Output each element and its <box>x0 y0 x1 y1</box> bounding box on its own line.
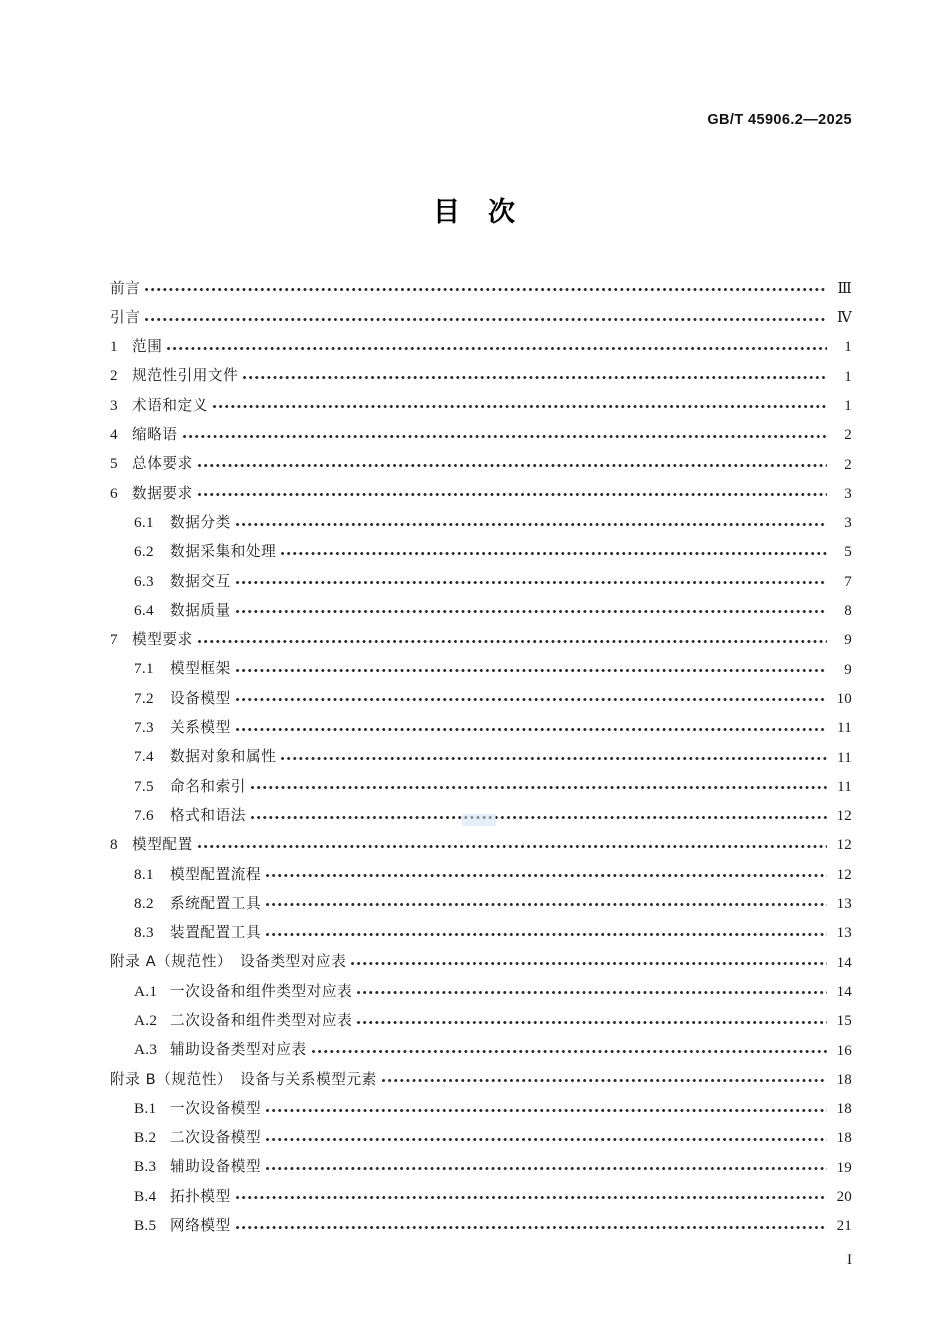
toc-leader-dots <box>236 664 827 674</box>
toc-entry-text: 一次设备和组件类型对应表 <box>170 982 353 1000</box>
toc-entry-label <box>134 1130 261 1147</box>
toc-entry-label <box>134 661 231 678</box>
toc-leader-dots <box>198 459 827 469</box>
toc-entry-page-number: 11 <box>837 720 852 737</box>
toc-entry[interactable] <box>110 297 852 326</box>
toc-leader-dots <box>236 606 827 616</box>
toc-entry[interactable] <box>110 1059 852 1088</box>
toc-entry-page-number: 13 <box>836 896 852 913</box>
toc-entry-number: 8 <box>110 836 118 854</box>
toc-entry-page-number: 12 <box>836 866 852 883</box>
toc-entry-page-number: 2 <box>844 427 852 444</box>
toc-entry-text: 系统配置工具 <box>170 894 262 912</box>
toc-entry-number: 5 <box>110 455 118 473</box>
toc-entry-number: 6 <box>110 484 118 502</box>
toc-entry-page-number: 20 <box>836 1189 852 1205</box>
toc-entry-text: 数据要求 <box>132 484 193 502</box>
toc-entry-text: 辅助设备类型对应表 <box>170 1041 307 1059</box>
page-folio: I <box>847 1252 852 1268</box>
toc-entry-number: 7.6 <box>134 806 154 824</box>
toc-entry[interactable] <box>110 737 852 766</box>
standard-number-header: GB/T 45906.2—2025 <box>707 112 852 128</box>
toc-entry[interactable] <box>110 1118 852 1147</box>
toc-entry-text: 数据质量 <box>170 601 231 619</box>
toc-leader-dots <box>312 1045 827 1055</box>
toc-entry-label <box>110 456 193 473</box>
toc-entry-label <box>110 368 238 385</box>
toc-entry[interactable] <box>110 473 852 502</box>
toc-entry-number: 7.4 <box>134 748 154 766</box>
toc-entry-label <box>134 984 352 1001</box>
toc-entry-text: 模型框架 <box>170 660 231 678</box>
toc-entry-label <box>110 632 193 649</box>
toc-entry-number: B.3 <box>134 1158 157 1176</box>
toc-leader-dots <box>213 400 827 410</box>
toc-entry-page-number: 12 <box>836 837 852 854</box>
toc-entry-text: 拓扑模型 <box>170 1187 231 1205</box>
toc-entry-label <box>134 808 246 825</box>
toc-leader-dots <box>236 693 827 703</box>
toc-entry-page-number: 14 <box>836 954 852 971</box>
toc-entry-text: 范围 <box>132 338 163 356</box>
toc-entry[interactable] <box>110 766 852 795</box>
toc-entry-text: 数据对象和属性 <box>170 748 277 766</box>
toc-leader-dots <box>183 430 827 440</box>
toc-entry-label <box>134 779 246 796</box>
toc-entry-label <box>134 1101 261 1118</box>
page-title-char-1: 目 <box>433 197 462 228</box>
toc-entry-text: 一次设备模型 <box>170 1099 262 1117</box>
toc-entry-number: 8.3 <box>134 924 154 942</box>
toc-entry[interactable] <box>110 1030 852 1059</box>
toc-entry-label <box>134 691 231 708</box>
toc-entry[interactable] <box>110 1000 852 1029</box>
toc-entry-page-number: Ⅲ <box>837 280 852 297</box>
toc-leader-dots <box>145 283 827 293</box>
toc-entry-number: 6.2 <box>134 543 154 561</box>
toc-entry[interactable] <box>110 1147 852 1176</box>
toc-leader-dots <box>236 1221 827 1231</box>
toc-entry-page-number: 2 <box>844 456 852 473</box>
table-of-contents <box>110 268 852 1235</box>
toc-entry-number: 7.3 <box>134 719 154 737</box>
toc-entry-page-number: 7 <box>844 573 852 590</box>
toc-entry-text: 模型要求 <box>132 631 193 649</box>
toc-entry[interactable] <box>110 414 852 443</box>
toc-entry-page-number: 1 <box>844 397 852 414</box>
toc-leader-dots <box>351 957 827 967</box>
toc-entry-text: 缩略语 <box>132 426 178 444</box>
toc-leader-dots <box>251 811 827 821</box>
toc-entry-page-number: 3 <box>844 485 852 502</box>
toc-entry-page-number: 16 <box>836 1042 852 1059</box>
toc-entry-page-number: 3 <box>844 515 852 532</box>
toc-leader-dots <box>357 986 827 996</box>
toc-entry[interactable] <box>110 883 852 912</box>
toc-entry-text: 前言 <box>110 279 141 297</box>
toc-leader-dots <box>167 342 827 352</box>
toc-entry-number: A.1 <box>134 982 158 1000</box>
toc-entry-text: 装置配置工具 <box>170 924 262 942</box>
toc-entry-label <box>134 749 276 766</box>
toc-entry-page-number: 14 <box>836 983 852 1000</box>
toc-entry-label <box>134 896 261 913</box>
toc-entry-label <box>110 1072 377 1089</box>
toc-entry-text: 关系模型 <box>170 719 231 737</box>
toc-entry-page-number: 1 <box>844 339 852 356</box>
toc-entry-page-number: 18 <box>836 1130 852 1147</box>
toc-entry-page-number: 13 <box>836 925 852 942</box>
toc-entry-number: B.1 <box>134 1099 157 1117</box>
toc-leader-dots <box>145 313 827 323</box>
toc-entry-text: 附录 B（规范性） 设备与关系模型元素 <box>110 1070 377 1088</box>
toc-entry-text: 数据采集和处理 <box>170 543 277 561</box>
toc-entry-page-number: 21 <box>836 1218 852 1235</box>
toc-leader-dots <box>357 1016 827 1026</box>
toc-entry[interactable] <box>110 825 852 854</box>
toc-entry-number: A.2 <box>134 1012 158 1029</box>
toc-entry-label <box>110 954 346 971</box>
page-title <box>0 190 950 229</box>
toc-entry-label <box>134 515 231 532</box>
toc-entry-label <box>110 339 162 356</box>
toc-leader-dots <box>266 928 827 938</box>
toc-entry-page-number: 18 <box>836 1101 852 1118</box>
toc-entry-text: 模型配置 <box>132 836 193 854</box>
toc-entry-number: 7.2 <box>134 689 154 707</box>
toc-leader-dots <box>243 371 827 381</box>
toc-entry-number: 8.2 <box>134 894 154 912</box>
toc-entry[interactable] <box>110 1176 852 1205</box>
toc-leader-dots <box>281 547 827 557</box>
toc-entry-label <box>110 310 140 327</box>
toc-entry-label <box>110 398 208 415</box>
toc-entry-number: 6.4 <box>134 601 154 619</box>
toc-leader-dots <box>236 1192 827 1202</box>
toc-entry-text: 命名和索引 <box>170 777 246 795</box>
toc-entry-number: A.3 <box>134 1041 158 1059</box>
toc-entry-text: 数据分类 <box>170 513 231 531</box>
toc-entry-text: 辅助设备模型 <box>170 1158 262 1176</box>
toc-leader-dots <box>198 635 827 645</box>
toc-entry-label <box>134 603 231 620</box>
toc-leader-dots <box>266 1162 827 1172</box>
toc-entry-number: 1 <box>110 338 118 356</box>
toc-entry-label <box>134 925 261 942</box>
toc-entry-label <box>110 837 193 854</box>
toc-entry-number: 3 <box>110 396 118 414</box>
toc-entry-page-number: 15 <box>836 1013 852 1030</box>
toc-entry-page-number: 18 <box>836 1071 852 1088</box>
toc-entry[interactable] <box>110 268 852 297</box>
toc-entry-page-number: 9 <box>844 632 852 649</box>
toc-leader-dots <box>382 1074 827 1084</box>
toc-entry[interactable] <box>110 678 852 707</box>
toc-entry-label <box>134 1013 352 1030</box>
toc-entry-label <box>134 574 231 591</box>
toc-leader-dots <box>198 840 827 850</box>
toc-entry-page-number: 11 <box>837 778 852 795</box>
toc-entry-page-number: 10 <box>836 690 852 707</box>
toc-entry-text: 规范性引用文件 <box>132 367 239 385</box>
toc-entry-number: 4 <box>110 426 118 444</box>
toc-entry[interactable] <box>110 502 852 531</box>
toc-entry-text: 格式和语法 <box>170 806 246 824</box>
toc-entry-number: 8.1 <box>134 865 154 883</box>
toc-entry-number: 7 <box>110 631 118 649</box>
toc-leader-dots <box>266 1104 827 1114</box>
toc-leader-dots <box>266 869 827 879</box>
toc-leader-dots <box>281 752 827 762</box>
toc-entry[interactable] <box>110 1088 852 1117</box>
toc-entry-number: 7.5 <box>134 777 154 795</box>
toc-entry[interactable] <box>110 532 852 561</box>
toc-entry-label <box>134 1159 261 1176</box>
toc-entry-text: 二次设备模型 <box>170 1129 262 1147</box>
toc-leader-dots <box>198 488 827 498</box>
toc-entry[interactable] <box>110 971 852 1000</box>
toc-entry[interactable] <box>110 913 852 942</box>
toc-entry[interactable] <box>110 1206 852 1235</box>
toc-entry-page-number: 8 <box>844 603 852 620</box>
toc-entry[interactable] <box>110 385 852 414</box>
toc-entry-number: B.5 <box>134 1217 157 1235</box>
toc-entry[interactable] <box>110 590 852 619</box>
toc-entry-page-number: 19 <box>836 1159 852 1176</box>
toc-leader-dots <box>266 899 827 909</box>
toc-entry-page-number: 5 <box>844 544 852 561</box>
toc-entry-text: 引言 <box>110 308 141 326</box>
toc-entry-label <box>134 544 276 561</box>
toc-entry[interactable] <box>110 649 852 678</box>
toc-entry-page-number: 9 <box>844 661 852 678</box>
toc-entry-label <box>134 867 261 884</box>
toc-entry-number: 2 <box>110 367 118 385</box>
toc-leader-dots <box>251 781 827 791</box>
toc-leader-dots <box>236 723 827 733</box>
toc-entry-number: B.2 <box>134 1129 157 1147</box>
toc-entry-label <box>134 720 231 737</box>
toc-entry-number: B.4 <box>134 1187 157 1205</box>
toc-entry-text: 网络模型 <box>170 1217 231 1235</box>
toc-leader-dots <box>236 518 827 528</box>
toc-entry-text: 模型配置流程 <box>170 865 262 883</box>
toc-leader-dots <box>236 576 827 586</box>
toc-entry-text: 附录 A（规范性） 设备类型对应表 <box>110 953 347 971</box>
toc-entry[interactable] <box>110 795 852 824</box>
toc-entry-label <box>134 1189 231 1206</box>
page-title-char-2: 次 <box>488 197 517 228</box>
toc-entry[interactable] <box>110 327 852 356</box>
toc-entry-page-number: Ⅳ <box>836 310 852 327</box>
toc-entry-label <box>134 1042 307 1059</box>
toc-entry-number: 6.1 <box>134 513 154 531</box>
toc-leader-dots <box>266 1133 827 1143</box>
toc-entry-page-number: 11 <box>837 749 852 766</box>
toc-entry-number: 6.3 <box>134 572 154 590</box>
toc-entry-text: 术语和定义 <box>132 396 208 414</box>
toc-entry-page-number: 12 <box>836 808 852 825</box>
toc-entry-text: 设备模型 <box>170 689 231 707</box>
toc-entry-label <box>110 486 193 503</box>
toc-entry[interactable] <box>110 561 852 590</box>
toc-entry-text: 总体要求 <box>132 455 193 473</box>
toc-entry[interactable] <box>110 356 852 385</box>
toc-entry-label <box>134 1218 231 1235</box>
toc-entry[interactable] <box>110 707 852 736</box>
toc-entry-text: 数据交互 <box>170 572 231 590</box>
toc-entry-page-number: 1 <box>844 368 852 385</box>
toc-entry-number: 7.1 <box>134 660 154 678</box>
toc-entry[interactable] <box>110 854 852 883</box>
toc-entry-label <box>110 281 140 298</box>
toc-entry[interactable] <box>110 942 852 971</box>
toc-entry-label <box>110 427 178 444</box>
toc-entry[interactable] <box>110 444 852 473</box>
toc-entry[interactable] <box>110 620 852 649</box>
toc-entry-text: 二次设备和组件类型对应表 <box>170 1012 353 1029</box>
